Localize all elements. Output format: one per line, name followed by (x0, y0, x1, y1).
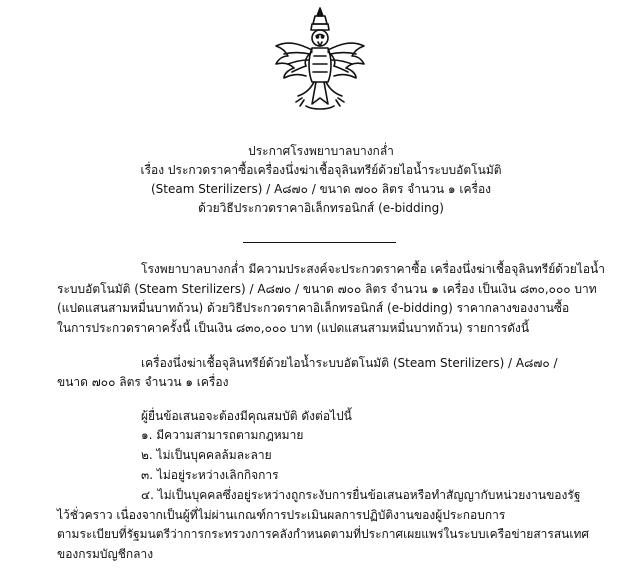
intro-line-2: ระบบอัตโนมัติ (Steam Sterilizers) / A๘๗๐ / ขนาด ๗๐๐ ลิตร จำนวน ๑ เครื่อง เป็นเงิน ๘๓๐,๐๐๐ บาท (57, 282, 597, 296)
intro-line-4: ในการประกวดราคาครั้งนี้ เป็นเงิน ๘๓๐,๐๐๐ บาท (แปดแสนสามหมื่นบาทถ้วน) รายการดังนี้ (57, 321, 530, 335)
qualification-3: ๓. ไม่อยู่ระหว่างเลิกกิจการ (141, 468, 279, 482)
announcement-product: (Steam Sterilizers) / A๘๗๐ / ขนาด ๗๐๐ ลิตร จำนวน ๑ เครื่อง (150, 182, 492, 196)
qualification-1: ๑. มีความสามารถตามกฎหมาย (141, 428, 304, 442)
announcement-method: ด้วยวิธีประกวดราคาอิเล็กทรอนิกส์ (e-bidding) (198, 201, 444, 215)
item-line-1: เครื่องนึ่งฆ่าเชื้อจุลินทรีย์ด้วยไอน้ำระบบอัตโนมัติ (Steam Sterilizers) / A๘๗๐ / (141, 356, 558, 370)
qualification-4-line-2: ไว้ชั่วคราว เนื่องจากเป็นผู้ที่ไม่ผ่านเกณฑ์การประเมินผลการปฏิบัติงานของผู้ประกอบการ (57, 508, 506, 522)
qualifications-heading: ผู้ยื่นข้อเสนอจะต้องมีคุณสมบัติ ดังต่อไปนี้ (141, 409, 352, 423)
announcement-title: ประกาศโรงพยาบาลบางกล่ำ (248, 144, 394, 158)
item-line-2: ขนาด ๗๐๐ ลิตร จำนวน ๑ เครื่อง (57, 375, 229, 389)
intro-line-3: (แปดแสนสามหมื่นบาทถ้วน) ด้วยวิธีประกวดราคาอิเล็กทรอนิกส์ (e-bidding) ราคากลางของงานซื้อ (57, 301, 570, 315)
intro-line-1: โรงพยาบาลบางกล่ำ มีความประสงค์จะประกวดราคาซื้อ เครื่องนึ่งฆ่าเชื้อจุลินทรีย์ด้วยไอน้ำ (141, 262, 605, 276)
announcement-subject: เรื่อง ประกวดราคาซื้อเครื่องนึ่งฆ่าเชื้อจุลินทรีย์ด้วยไอน้ำระบบอัตโนมัติ (140, 163, 502, 177)
qualification-2: ๒. ไม่เป็นบุคคลล้มละลาย (141, 448, 272, 462)
qualification-4-line-4: ของกรมบัญชีกลาง (57, 547, 154, 561)
garuda-emblem-icon (272, 6, 368, 116)
qualification-4-line-1: ๔. ไม่เป็นบุคคลซึ่งอยู่ระหว่างถูกระงับการยื่นข้อเสนอหรือทำสัญญากับหน่วยงานของรัฐ (141, 488, 581, 502)
qualification-4-line-3: ตามระเบียบที่รัฐมนตรีว่าการกระทรวงการคลังกำหนดตามที่ประกาศเผยแพร่ในระบบเครือข่ายสารสนเทศ (57, 527, 590, 541)
divider (243, 242, 396, 243)
